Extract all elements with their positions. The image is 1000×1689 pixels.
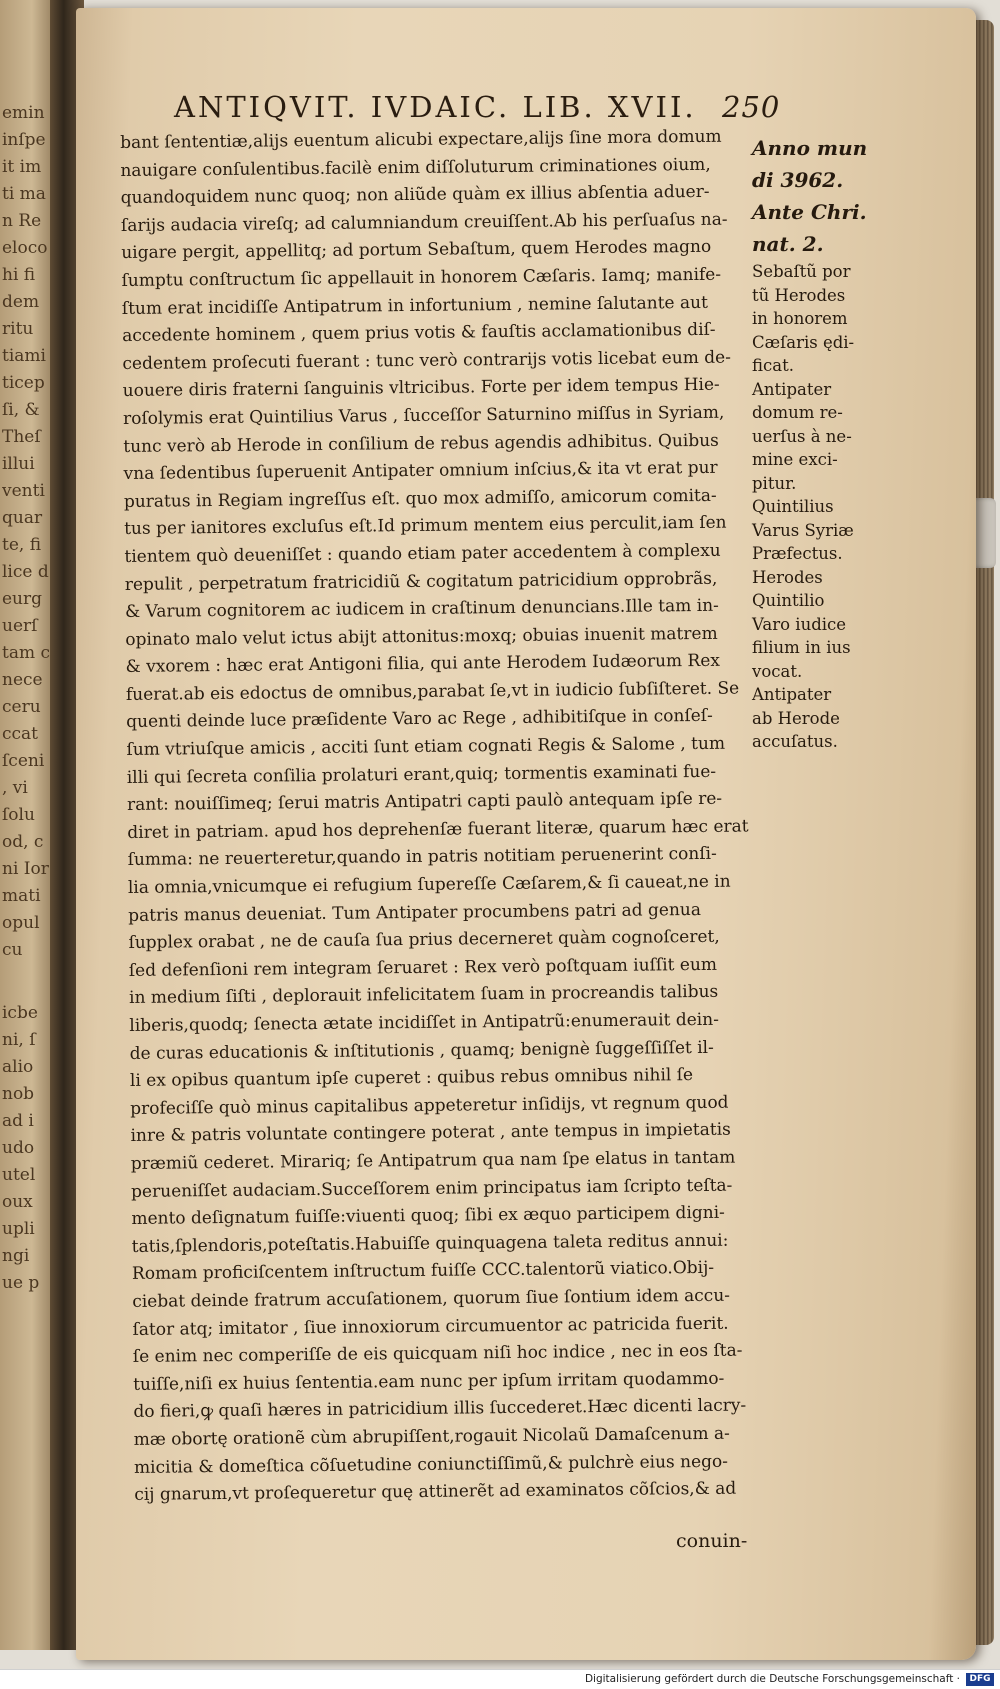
book-page xyxy=(76,8,976,1660)
body-line: ſumma: ne reuerteretur,quando in patris notitiam peruenerint conſi- xyxy=(127,844,717,871)
left-page-fragment: lice d xyxy=(2,562,49,582)
body-line: mæ obortę orationẽ cùm abrupiſſent,rogauit Nicolaũ Damaſcenum a- xyxy=(133,1423,730,1450)
body-text xyxy=(120,124,754,1510)
left-page-fragment: ſolu xyxy=(2,805,35,825)
left-page-fragment: ſceni xyxy=(2,751,45,771)
left-page-fragments-bottom xyxy=(2,1000,52,1297)
margin-note-line: Herodes xyxy=(752,567,823,587)
body-line: puratus in Regiam ingreſſus eſt. quo mox admiſſo, amicorum comita- xyxy=(123,485,717,512)
dfg-logo-icon: DFG xyxy=(966,1673,994,1686)
margin-year-line: di 3962. xyxy=(752,168,844,192)
body-line: liberis,quodq; ſenecta ætate incidiſſet in Antipatrũ:enumerauit dein- xyxy=(129,1009,720,1036)
left-page-fragment: icbe xyxy=(2,1003,38,1023)
body-line: ſarijs audacia vireſq; ad calumniandum creuiſſent.Ab his perſuaſus na- xyxy=(120,209,728,236)
body-line: micitia & domeſtica cõſuetudine coniunctiſſimũ,& pulchrè eius nego- xyxy=(133,1451,729,1478)
margin-note-line: accuſatus. xyxy=(752,732,838,751)
body-line: illi qui ſecreta conſilia prolaturi erant,quiq; tormentis examinati fue- xyxy=(126,761,717,788)
left-page-fragment: ad i xyxy=(2,1111,34,1131)
left-page-fragment: tam c xyxy=(2,643,51,663)
left-page-fragment: dem xyxy=(2,292,40,312)
left-page-fragment: opul xyxy=(2,913,40,933)
left-page-fragment: ni Ior xyxy=(2,859,49,879)
body-line: tus per ianitores excluſus eſt.Id primum mentem eius perculit,iam ſen xyxy=(124,512,727,540)
margin-note-line: Quintilius xyxy=(752,497,834,516)
left-page-fragment: udo xyxy=(2,1138,35,1158)
body-line: ſumptu conſtructum ſic appellauit in honorem Cæſaris. Iamq; manife- xyxy=(121,264,722,291)
body-line: ſupplex orabat , ne de cauſa ſua prius decerneret quàm cognoſceret, xyxy=(128,926,720,954)
body-line: quenti deinde luce præſidente Varo ac Rege , adhibitiſque in conſeſ- xyxy=(126,706,713,733)
left-page-fragment: eloco xyxy=(2,238,48,258)
left-page-fragment: upli xyxy=(2,1219,35,1239)
body-line: ſtum erat incidiſſe Antipatrum in infortunium , nemine ſalutante aut xyxy=(121,292,708,319)
left-page-fragment: oux xyxy=(2,1192,33,1212)
margin-year-line: Anno mun xyxy=(752,136,868,160)
body-line: diret in patriam. apud hos deprehenſæ fuerant literæ, quarum hæc erat xyxy=(127,816,749,843)
margin-note-line: domum re- xyxy=(752,403,843,422)
margin-note xyxy=(752,566,892,684)
body-line: ciebat deinde fratrum accuſationem, quorum ſiue ſontium idem accu- xyxy=(132,1285,731,1312)
body-line: cij gnarum,vt proſequeretur quę attinerẽt ad examinatos cõſcios,& ad xyxy=(134,1478,737,1506)
body-line: repulit , perpetratum fratricidiũ & cogitatum patricidium opprobrãs, xyxy=(124,568,718,595)
left-page-fragment: ni, ſ xyxy=(2,1030,36,1050)
margin-notes xyxy=(752,132,892,754)
digitization-footer xyxy=(0,1669,1000,1689)
left-page-fragment: alio xyxy=(2,1057,34,1077)
body-line: Romam proficiſcentem inſtructum fuiſſe CCC.talentorũ viatico.Obij- xyxy=(131,1258,715,1285)
body-line: li ex opibus quantum ipſe cuperet : quibus rebus omnibus nihil ſe xyxy=(129,1065,694,1092)
body-line: nauigare conſulentibus.facilè enim diſſoluturum criminationes oium, xyxy=(120,154,711,181)
body-line: tatis,ſplendoris,poteſtatis.Habuiſſe quinquagena taleta reditus annui: xyxy=(131,1230,729,1257)
left-page-fragment: ceru xyxy=(2,697,41,717)
body-line: in medium ſiſti , deplorauit infelicitatem ſuam in procreandis talibus xyxy=(128,982,719,1009)
left-page-fragment: inſpe xyxy=(2,130,46,150)
body-line: vna ſedentibus ſuperuenit Antipater omnium inſcius,& ita vt erat pur xyxy=(123,457,718,485)
left-page-fragments-top xyxy=(2,100,52,964)
margin-note-line: Antipater xyxy=(752,685,832,704)
body-line: & Varum cognitorem ac iudicem in craſtinum denuncians.Ille tam in- xyxy=(124,595,719,623)
left-page-fragment: hi fi xyxy=(2,265,36,285)
body-line: ſator atq; imitator , ſiue innoxiorum circumuentor ac patricida fuerit. xyxy=(132,1313,729,1340)
margin-note-line: Quintilio xyxy=(752,591,825,610)
body-line: tientem quò deueniſſet : quando etiam pater accedentem à complexu xyxy=(124,540,721,567)
margin-note-line: Varus Syriæ xyxy=(752,520,854,540)
body-line: quandoquidem nunc quoq; non aliũde quàm ex illius abſentia aduer- xyxy=(120,182,710,209)
catchword: conuin- xyxy=(676,1530,748,1552)
left-page-fragment: eurg xyxy=(2,589,43,609)
left-page-fragment: mati xyxy=(2,886,41,906)
margin-note xyxy=(752,495,892,566)
body-line: uigare pergit, appellitq; ad portum Sebaſtum, quem Herodes magno xyxy=(121,237,712,264)
left-page-fragment: venti xyxy=(2,481,45,501)
body-line: accedente hominem , quem prius votis & fauſtis acclamationibus diſ- xyxy=(122,319,716,347)
left-page-fragment: illui xyxy=(2,454,35,474)
page-number: 250 xyxy=(722,90,781,124)
body-line: perueniſſet audaciam.Succeſſorem enim principatus iam ſcripto teſta- xyxy=(131,1175,733,1202)
body-line: tunc verò ab Herode in conſilium de rebus agendis adhibitus. Quibus xyxy=(123,430,719,457)
margin-note-line: vocat. xyxy=(752,661,803,681)
body-line: roſolymis erat Quintilius Varus , ſucceſſor Saturnino miſſus in Syriam, xyxy=(122,402,725,429)
left-page-fragment: Theſ xyxy=(2,427,41,447)
margin-note-line: in honorem xyxy=(752,309,848,328)
margin-note-line: uerſus à ne- xyxy=(752,426,852,446)
body-line: bant ſententiæ,alijs euentum alicubi expectare,alijs ſine mora domum xyxy=(120,126,722,153)
margin-note-line: filium in ius xyxy=(752,638,851,657)
footer-credit: Digitalisierung gefördert durch die Deutsche Forschungsgemeinschaft · xyxy=(584,1673,960,1685)
body-line: de curas educationis & inſtitutionis , quamq; benignè ſuggeſſiſſet il- xyxy=(129,1037,714,1064)
margin-note xyxy=(752,683,892,754)
body-line: opinato malo velut ictus abijt attonitus:moxq; obuias inuenit matrem xyxy=(125,623,718,650)
left-page-fragment: it im xyxy=(2,157,42,177)
margin-note-line: ficat. xyxy=(752,356,794,375)
margin-note-line: ab Herode xyxy=(752,708,840,728)
left-page-fragment: nob xyxy=(2,1084,35,1104)
left-page-fragment: quar xyxy=(2,508,43,528)
left-page-fragment: utel xyxy=(2,1165,36,1185)
left-page-fragment: ſi, & xyxy=(2,400,40,420)
margin-year-line: Ante Chri. xyxy=(752,200,867,224)
body-line: tuiſſe,niſi ex huius ſententia.eam nunc per ipſum irritam quodammo- xyxy=(133,1368,725,1395)
body-line: profeciſſe quò minus capitalibus appeteretur inſidijs, vt regnum quod xyxy=(130,1092,729,1119)
body-line: ſe enim nec comperiſſe de eis quicquam niſi hoc indice , nec in eos ſta- xyxy=(132,1340,743,1368)
left-page-fragment: ti ma xyxy=(2,184,46,204)
left-page-fragment: te, fi xyxy=(2,535,42,555)
body-line: præmiũ cederet. Mirariq; ſe Antipatrum qua nam ſpe elatus in tantam xyxy=(130,1147,736,1174)
left-page-fragment: tiami xyxy=(2,346,46,366)
left-page-fragment: cu xyxy=(2,940,23,960)
left-page-fragment: emin xyxy=(2,103,45,123)
margin-note-line: Antipater xyxy=(752,379,832,399)
body-line: rant: nouiſſimeq; ſerui matris Antipatri capti paulò antequam ipſe re- xyxy=(126,788,723,816)
body-line: patris manus deueniat. Tum Antipater procumbens patri ad genua xyxy=(128,899,702,926)
left-page-fragment: ue p xyxy=(2,1273,40,1293)
margin-year-line: nat. 2. xyxy=(752,232,824,256)
body-line: uouere diris fraterni ſanguinis vltricibus. Forte per idem tempus Hie- xyxy=(122,375,720,402)
left-page-fragment: nece xyxy=(2,670,43,690)
body-line: ſum vtriuſque amicis , acciti ſunt etiam cognati Regis & Salome , tum xyxy=(126,733,726,761)
body-line: cedentem proſecuti fuerant : tunc verò contrarijs votis licebat eum de- xyxy=(122,347,732,374)
margin-note-line: mine exci- xyxy=(752,450,838,469)
margin-note-line: Sebaſtũ por xyxy=(752,262,851,281)
margin-note-line: Varo iudice xyxy=(752,614,847,634)
left-page-fragment: ritu xyxy=(2,319,34,339)
body-line: mento deſignatum fuiſſe:viuenti quoq; ſibi ex æquo participem digni- xyxy=(131,1202,725,1230)
body-line: ſed defenſioni rem integram ſeruaret : Rex verò poſtquam iuſſit eum xyxy=(128,954,718,981)
margin-note-line: Cæſaris ędi- xyxy=(752,332,855,352)
body-line: lia omnia,vnicumque ei refugium ſupereſſe Cæſarem,& ſi caueat,ne in xyxy=(127,871,731,898)
running-title: ANTIQVIT. IVDAIC. LIB. XVII. xyxy=(174,90,697,124)
body-line: do fieri,ꝙ quaſi hæres in patricidium illis ſuccederet.Hæc dicenti lacry- xyxy=(133,1395,747,1423)
margin-year xyxy=(752,132,892,260)
margin-note-line: pitur. xyxy=(752,473,797,493)
left-page-fragment: uerſ xyxy=(2,616,38,636)
margin-note-line: tũ Herodes xyxy=(752,285,846,305)
left-page-fragment: ticep xyxy=(2,373,45,393)
margin-note xyxy=(752,378,892,496)
left-page-fragment: n Re xyxy=(2,211,42,231)
left-page-fragment: ccat xyxy=(2,724,39,744)
left-page-fragment: ngi xyxy=(2,1246,30,1266)
margin-note xyxy=(752,260,892,378)
body-line: inre & patris voluntate contingere poterat , ante tempus in impietatis xyxy=(130,1120,731,1147)
margin-note-line: Præfectus. xyxy=(752,544,843,563)
body-line: fuerat.ab eis edoctus de omnibus,parabat ſe,vt in iudicio ſubſiſteret. Se xyxy=(125,678,740,705)
left-page-fragment: , vi xyxy=(2,778,28,798)
left-page-fragment: od, c xyxy=(2,832,44,852)
body-line: & vxorem : hæc erat Antigoni filia, qui ante Herodem Iudæorum Rex xyxy=(125,651,721,678)
